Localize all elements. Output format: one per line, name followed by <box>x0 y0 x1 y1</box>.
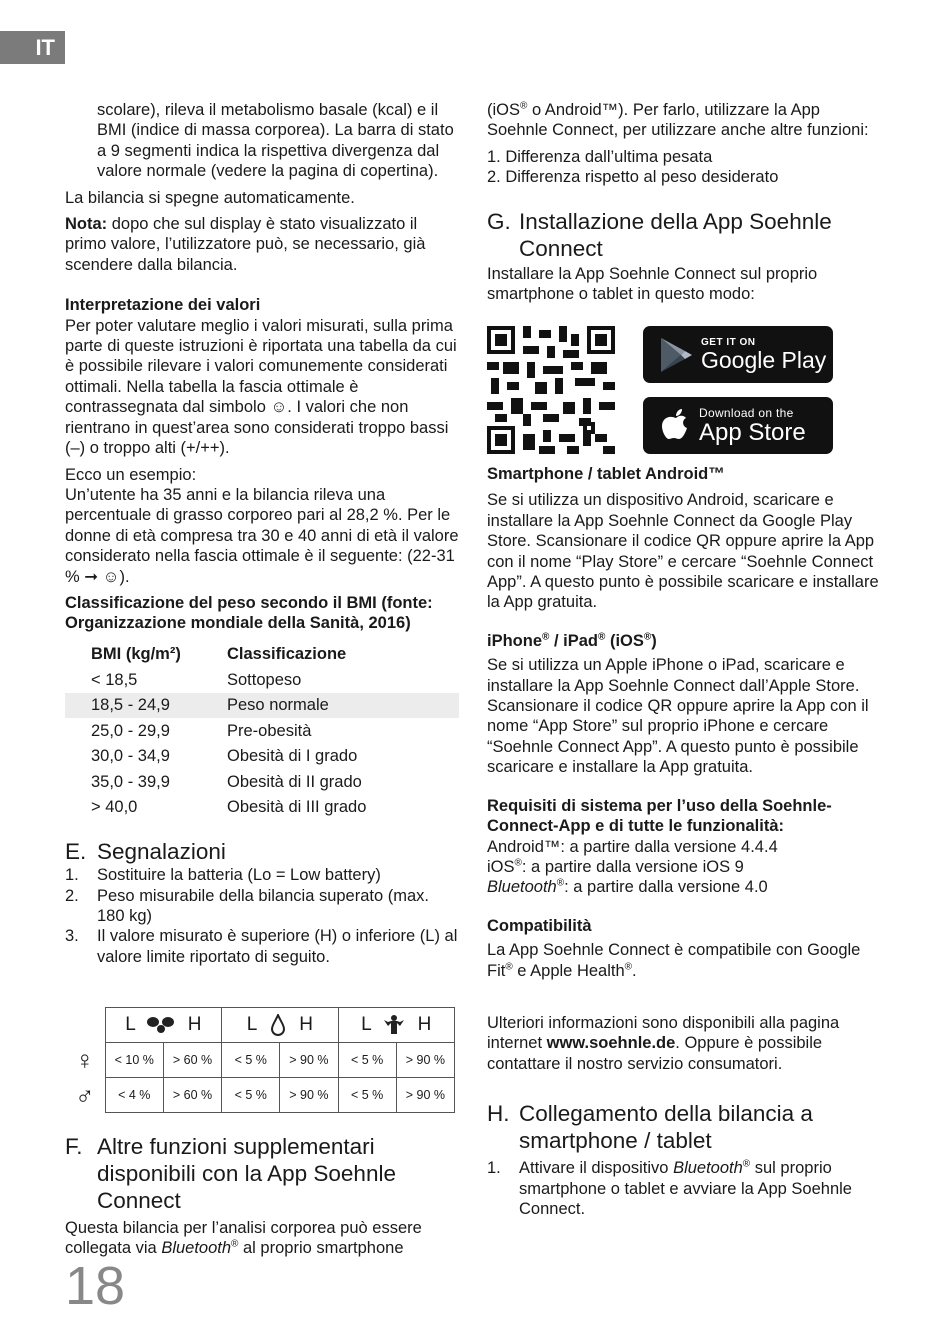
text-part: e Apple Health <box>512 961 625 980</box>
google-play-icon <box>655 334 697 376</box>
bmi-class: Obesità di I grado <box>227 747 358 766</box>
google-play-label: Google Play <box>701 346 827 373</box>
list-text: Sostituire la batteria (Lo = Low battery) <box>97 866 381 885</box>
body-fat-icon <box>146 1016 176 1034</box>
table-row <box>65 1078 455 1113</box>
bluetooth-text: Bluetooth <box>161 1239 232 1258</box>
reg-mark: ® <box>520 100 528 112</box>
list-text: Peso misurabile della bilancia superato (max. 180 kg) <box>97 886 429 926</box>
bmi-header-row <box>65 642 459 668</box>
app-store-small-text: Download on the <box>699 405 794 420</box>
bmi-table <box>65 642 459 821</box>
limit-cell: < 5 % <box>222 1043 280 1078</box>
limit-cell: > 90 % <box>396 1078 454 1113</box>
bmi-range: 18,5 - 24,9 <box>65 693 227 719</box>
limit-cell: < 4 % <box>105 1078 163 1113</box>
text-part: / iPad <box>549 631 598 650</box>
compat-title: Compatibilità <box>487 916 592 935</box>
limit-cell: > 60 % <box>163 1043 221 1078</box>
reg-mark: ® <box>643 631 652 643</box>
fat-header <box>105 1008 222 1043</box>
male-icon: ♂ <box>75 1079 95 1110</box>
bmi-header-class: Classificazione <box>227 645 347 664</box>
intro-continuation: scolare), rileva il metabolismo basale (kcal) e il BMI (indice di massa corporea). La barra di stato a 9 segmenti indica la rispettiva divergenza dal valore normale (vedere la pagina di copertina). <box>97 101 454 181</box>
list-number: 1. <box>65 866 79 885</box>
muscle-icon <box>382 1014 406 1036</box>
continuation-text <box>487 100 885 141</box>
section-title: Collegamento della bilancia a smartphone / tablet <box>519 1101 813 1154</box>
text-part: : a partire dalla versione iOS 9 <box>521 857 744 876</box>
text-part: Ulteriori informazioni sono disponibili alla pagina internet <box>487 1013 840 1053</box>
section-g-text: Installare la App Soehnle Connect sul proprio smartphone o tablet in questo modo: <box>487 264 818 304</box>
reg-mark: ® <box>624 961 633 973</box>
limit-cell: > 60 % <box>163 1078 221 1113</box>
limit-cell: < 5 % <box>338 1043 396 1078</box>
list-text: Il valore misurato è superiore (H) o inferiore (L) al valore limite riportato di seguito. <box>97 927 458 966</box>
bmi-class: Obesità di II grado <box>227 772 362 791</box>
note-text: dopo che sul display è stato visualizzato il primo valore, l’utilizzatore può, se necessario, già scendere dalla bilancia. <box>65 215 426 274</box>
limit-cell: < 10 % <box>105 1043 163 1078</box>
bmi-table-title: Classificazione del peso secondo il BMI (fonte: Organizzazione mondiale della Sanità, 2016) <box>65 593 433 633</box>
req-android: Android™: a partire dalla versione 4.4.4 <box>487 837 778 856</box>
text-part: . <box>632 961 637 980</box>
iphone-title <box>487 631 885 651</box>
low-label: L <box>361 1014 372 1035</box>
list-number: 1. <box>487 1159 501 1178</box>
table-row <box>65 693 459 719</box>
table-row <box>65 769 459 795</box>
section-letter: G. <box>487 208 511 234</box>
limit-cell: > 90 % <box>280 1078 338 1113</box>
google-play-badge[interactable] <box>643 326 833 383</box>
right-column-bottom <box>487 464 885 1219</box>
example-text: Un’utente ha 35 anni e la bilancia rileva una percentuale di grasso corporeo pari al 28,2 %. Per le donne di età compresa tra 30 e 40 anni di età il valore considerato nella fascia ottimale è il seguente: (22-31 % ➞ ☺). <box>65 485 459 586</box>
bmi-class: Peso normale <box>227 693 459 719</box>
section-letter: E. <box>65 839 87 865</box>
section-title: Installazione della App Soehnle Connect <box>519 208 832 261</box>
bmi-class: Pre-obesità <box>227 721 312 740</box>
apple-icon <box>659 406 693 446</box>
list-item <box>65 886 460 927</box>
table-row <box>65 718 459 744</box>
text-part: sul proprio smartphone o tablet e avviare la App Soehnle Connect. <box>519 1159 852 1218</box>
text-part: al proprio smartphone <box>238 1239 404 1258</box>
qr-code[interactable] <box>487 326 615 454</box>
example-label: Ecco un esempio: <box>65 465 197 484</box>
bluetooth-text: Bluetooth <box>487 878 557 897</box>
section-f-text <box>65 1218 460 1259</box>
list-text <box>519 1158 885 1219</box>
limit-cell: < 5 % <box>338 1078 396 1113</box>
bmi-range: > 40,0 <box>91 798 138 817</box>
reg-mark: ® <box>231 1238 239 1250</box>
note-paragraph <box>65 214 460 275</box>
table-row <box>65 1043 455 1078</box>
low-label: L <box>246 1014 257 1035</box>
section-g-heading <box>487 208 885 262</box>
high-label: H <box>417 1014 432 1035</box>
list-item <box>65 865 460 885</box>
google-play-small-text: GET IT ON <box>701 336 756 348</box>
text-part: (iOS <box>605 631 644 650</box>
bmi-class: Obesità di III grado <box>227 798 367 817</box>
text-part: iPhone <box>487 631 543 650</box>
section-e-heading <box>65 838 460 865</box>
table-row <box>65 795 459 821</box>
text-part: (iOS <box>487 101 520 119</box>
limit-cell: > 90 % <box>280 1043 338 1078</box>
table-row <box>65 744 459 770</box>
empty-corner <box>65 1008 105 1043</box>
water-drop-icon <box>270 1014 286 1036</box>
list-number: 3. <box>65 927 79 946</box>
reg-mark: ® <box>505 961 513 973</box>
compat-text <box>487 940 885 981</box>
reg-mark: ® <box>742 1158 751 1170</box>
iphone-text: Se si utilizza un Apple iPhone o iPad, scaricare e installare la App Soehnle Connect dall’Apple Store. Scansionare il codice QR oppure aprire la App con il nome “App Store” sul proprio iPhone e cercare “Soehnle Connect App”. A questo punto è possibile scaricare e installare la App gratuita. <box>487 656 869 777</box>
text-part: : a partire dalla versione 4.0 <box>564 878 768 897</box>
reg-mark: ® <box>556 877 565 889</box>
bmi-range: 25,0 - 29,9 <box>91 721 170 740</box>
bluetooth-text: Bluetooth <box>673 1159 743 1178</box>
muscle-header <box>338 1008 454 1043</box>
text-part: o Android™). Per farlo, utilizzare la App Soehnle Connect, per utilizzare anche altre funzioni: <box>487 101 869 140</box>
reg-mark: ® <box>514 857 522 869</box>
page-number: 18 <box>65 1256 126 1316</box>
app-store-badge[interactable] <box>643 397 833 454</box>
female-icon: ♀ <box>75 1044 95 1075</box>
section-title: Altre funzioni supplementari disponibili con la App Soehnle Connect <box>97 1134 396 1213</box>
limit-cell: < 5 % <box>222 1078 280 1113</box>
section-letter: H. <box>487 1101 510 1127</box>
low-label: L <box>125 1014 136 1035</box>
text-part: La App Soehnle Connect è compatibile con Google Fit <box>487 941 861 980</box>
note-label: Nota: <box>65 215 108 234</box>
high-label: H <box>299 1014 313 1035</box>
text-part: . Oppure è possibile contattare il nostro servizio consumatori. <box>487 1034 823 1073</box>
list-item <box>487 1158 885 1219</box>
list-number: 2. <box>65 886 79 905</box>
table-row <box>65 667 459 693</box>
auto-off-text: La bilancia si spegne automaticamente. <box>65 188 355 207</box>
website-link[interactable]: www.soehnle.de <box>546 1034 676 1053</box>
text-part: iOS <box>487 857 515 876</box>
bmi-class: Sottopeso <box>227 670 302 689</box>
reg-mark: ® <box>542 631 550 643</box>
right-column-top <box>487 100 885 304</box>
section-letter: F. <box>65 1134 83 1159</box>
req-ios <box>487 857 885 877</box>
bmi-range: 35,0 - 39,9 <box>91 772 170 791</box>
app-store-label: App Store <box>699 418 806 446</box>
limits-table <box>65 1007 455 1112</box>
text-part: ) <box>651 631 657 650</box>
android-text: Se si utilizza un dispositivo Android, scaricare e installare la App Soehnle Connect da Google Play Store. Scansionare il codice QR oppure aprire la App con il nome “Play Store” e cercare “Soehnle Connect App”. A questo punto è possibile scaricare e installare la App gratuita. <box>487 491 879 612</box>
interpretation-text: Per poter valutare meglio i valori misurati, sulla prima parte di queste istruzioni è riportata una tabella da cui è possibile rilevare i valori comunemente considerati ottimali. Nella tabella la fascia ottimale è contrassegnata dal simbolo ☺. I valori che non rientrano in quest’area sono considerati troppo bassi (–) o troppo alti (+/++). <box>65 316 457 458</box>
bmi-range: < 18,5 <box>91 670 138 689</box>
list-item: 1. Differenza dall’ultima pesata <box>487 147 713 166</box>
language-tab: IT <box>0 31 65 64</box>
left-column <box>65 100 460 967</box>
list-item <box>65 926 460 967</box>
water-header <box>222 1008 338 1043</box>
text-part: Attivare il dispositivo <box>519 1159 674 1178</box>
more-info-text <box>487 1013 885 1074</box>
section-title: Segnalazioni <box>97 839 226 865</box>
interpretation-title: Interpretazione dei valori <box>65 296 261 315</box>
android-title: Smartphone / tablet Android™ <box>487 465 725 483</box>
list-item: 2. Differenza rispetto al peso desiderato <box>487 168 779 187</box>
high-label: H <box>187 1014 202 1035</box>
section-f <box>65 1133 460 1259</box>
text-part: Questa bilancia per l’analisi corporea può essere collegata via <box>65 1219 422 1258</box>
requirements-title: Requisiti di sistema per l’uso della Soehnle-Connect-App e di tutte le funzionalità: <box>487 796 832 836</box>
section-f-heading <box>65 1133 460 1214</box>
bmi-header-bmi: BMI (kg/m²) <box>91 645 181 664</box>
req-bluetooth <box>487 877 885 897</box>
section-h-heading <box>487 1100 885 1154</box>
bmi-range: 30,0 - 34,9 <box>91 747 170 766</box>
reg-mark: ® <box>598 631 606 643</box>
limit-cell: > 90 % <box>396 1043 454 1078</box>
